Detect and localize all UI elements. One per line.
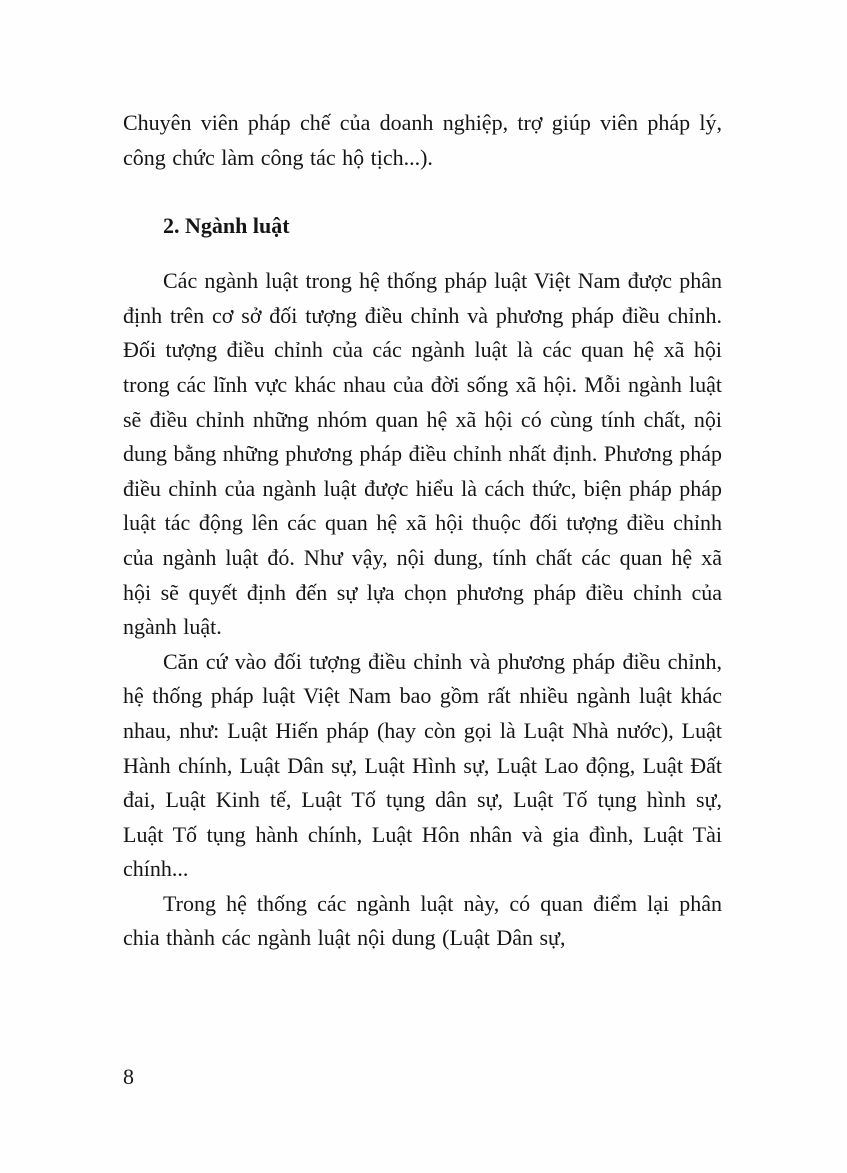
paragraph-3: Trong hệ thống các ngành luật này, có quan điểm lại phân chia thành các ngành luật nội dung (Luật Dân sự,: [123, 890, 722, 951]
paragraph-2: Căn cứ vào đối tượng điều chỉnh và phương pháp điều chỉnh, hệ thống pháp luật Việt Nam bao gồm rất nhiều ngành luật khác nhau, như: Luật Hiến pháp (hay còn gọi là Luật Nhà nước), Luật Hành chính, Luật Dân sự, Luật Hình sự, Luật Lao động, Luật Đất đai, Luật Kinh tế, Luật Tố tụng dân sự, Luật Tố tụng hình sự, Luật Tố tụng hành chính, Luật Hôn nhân và gia đình, Luật Tài chính...: [123, 648, 722, 882]
paragraph-continuation: Chuyên viên pháp chế của doanh nghiệp, trợ giúp viên pháp lý, công chức làm công tác hộ tịch...).: [123, 110, 722, 170]
page-body-text: [123, 106, 722, 956]
page-number: 8: [123, 1064, 134, 1089]
paragraph-1: Các ngành luật trong hệ thống pháp luật Việt Nam được phân định trên cơ sở đối tượng điều chỉnh và phương pháp điều chỉnh. Đối tượng điều chỉnh của các ngành luật là các quan hệ xã hội trong các lĩnh vực khác nhau của đời sống xã hội. Mỗi ngành luật sẽ điều chỉnh những nhóm quan hệ xã hội có cùng tính chất, nội dung bằng những phương pháp điều chỉnh nhất định. Phương pháp điều chỉnh của ngành luật được hiểu là cách thức, biện pháp pháp luật tác động lên các quan hệ xã hội thuộc đối tượng điều chỉnh của ngành luật đó. Như vậy, nội dung, tính chất các quan hệ xã hội sẽ quyết định đến sự lựa chọn phương pháp điều chỉnh của ngành luật.: [123, 268, 722, 640]
section-heading: 2. Ngành luật: [163, 213, 290, 239]
